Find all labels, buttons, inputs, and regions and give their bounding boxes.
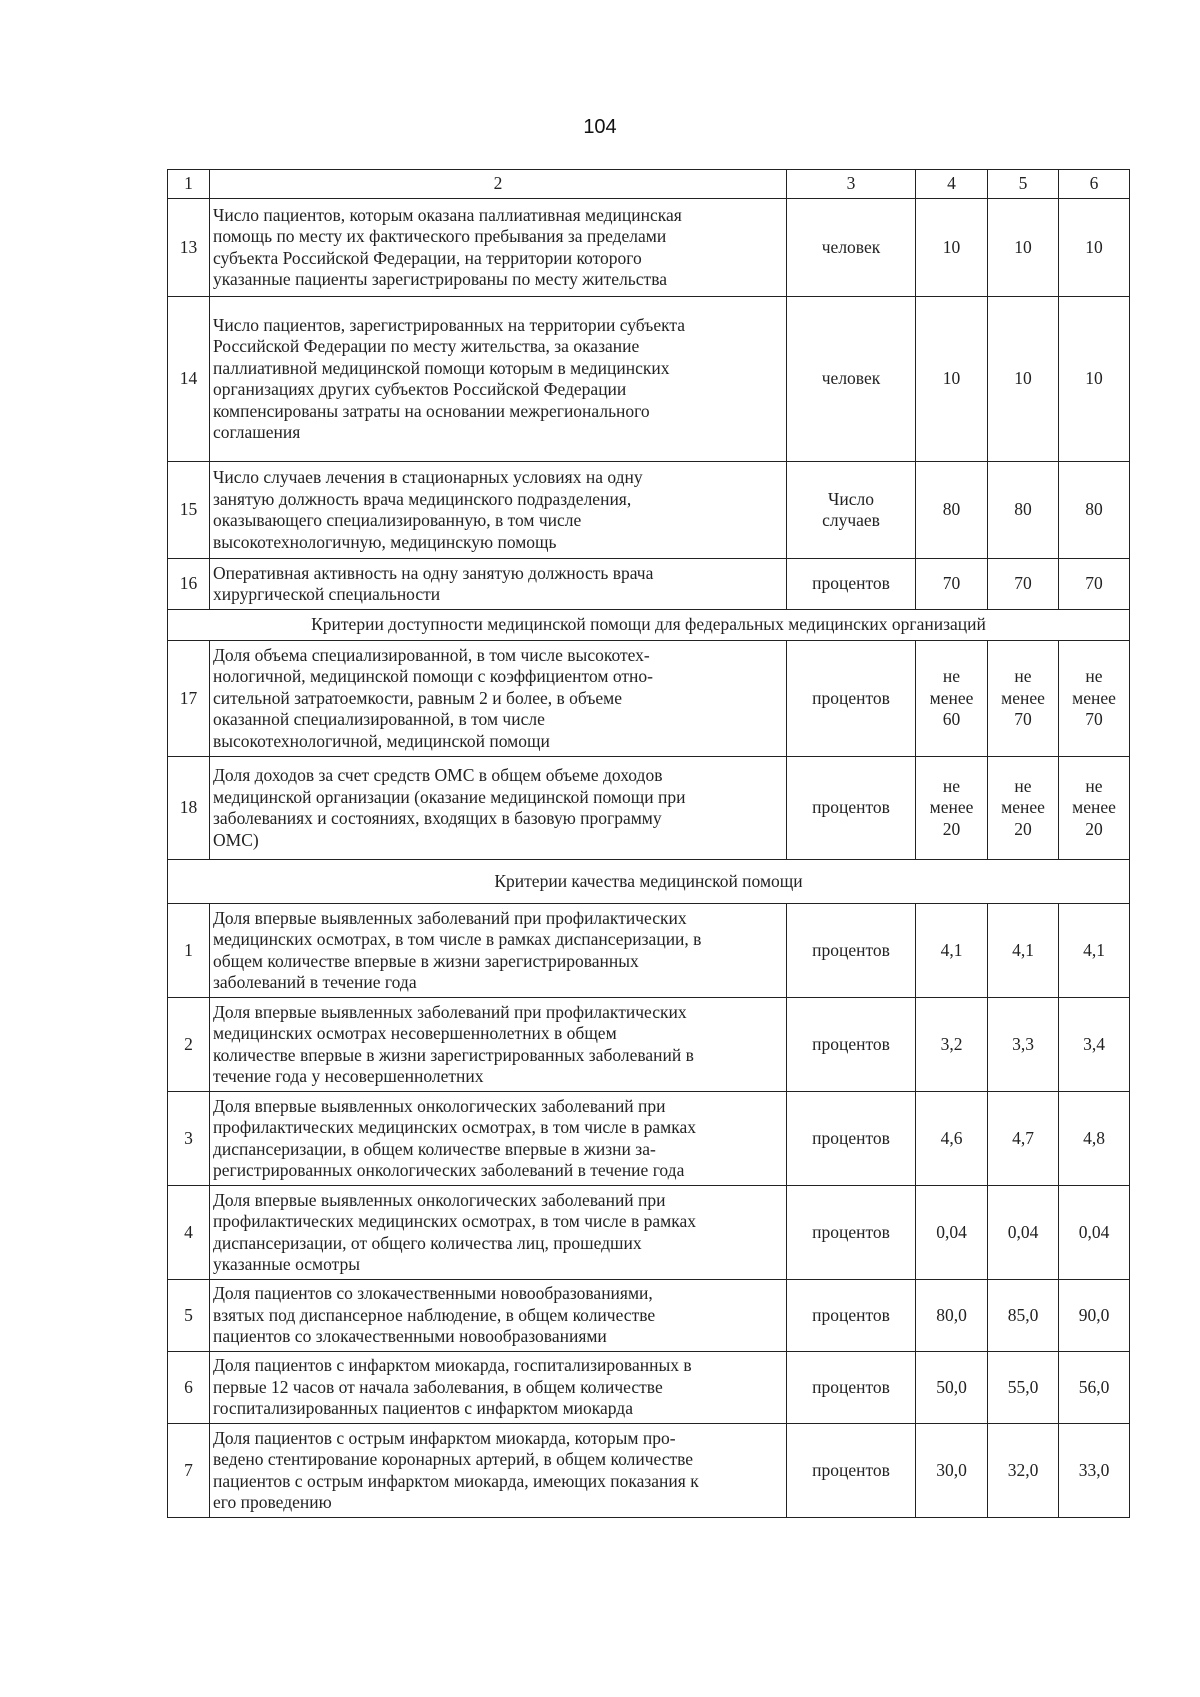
row-number: 1 [168,904,210,998]
value-col4-line: 60 [942,709,961,730]
table-row [168,904,1130,998]
indicator-description-line: указанные осмотры [213,1254,360,1274]
value-col6-line: 90,0 [1078,1304,1110,1325]
value-col6-line: менее [1072,797,1116,818]
section-title: Критерии доступности медицинской помощи для федеральных медицинских организаций [168,610,1130,641]
value-col4 [916,1280,988,1352]
value-col4-line: 30,0 [936,1459,967,1480]
table-row [168,757,1130,860]
value-col4-line: 10 [942,236,961,257]
value-col6 [1059,297,1130,462]
indicator-description-line: хирургической специальности [213,584,441,604]
value-col4 [916,641,988,757]
value-col5 [988,1186,1059,1280]
header-cell: 6 [1059,170,1130,199]
row-number: 7 [168,1424,210,1518]
header-cell: 3 [787,170,916,199]
unit-cell-line: процентов [812,797,890,818]
unit-cell-line: процентов [812,1221,890,1242]
indicator-description-line: ОМС) [213,829,259,850]
header-cell: 2 [210,170,787,199]
value-col4 [916,1186,988,1280]
indicator-description-line: заболеваниях и состояниях, входящих в базовую программу [213,808,662,828]
indicator-description-line: ведено стентирование коронарных артерий, в общем количестве [213,1449,694,1469]
value-col4-line: менее [929,687,974,708]
unit-cell [787,1092,916,1186]
value-col6 [1059,1186,1130,1280]
value-col6-line: 4,1 [1083,939,1105,960]
indicator-description-line: Оперативная активность на одну занятую должность врача [213,562,654,583]
value-col4-line: 0,04 [936,1221,967,1242]
value-col6 [1059,559,1130,610]
indicator-description-line: Российской Федерации по месту жительства, за оказание [213,336,640,356]
value-col6 [1059,1280,1130,1352]
value-col5 [988,1280,1059,1352]
value-col5-line: менее [1001,797,1045,818]
value-col6-line: не [1085,666,1103,687]
unit-cell-line: процентов [812,1033,890,1054]
table-row [168,1424,1130,1518]
value-col5-line: менее [1001,687,1045,708]
value-col6 [1059,462,1130,559]
value-col4-line: 80 [942,499,961,520]
indicator-description-line: Доля пациентов с инфарктом миокарда, госпитализированных в [213,1355,692,1376]
indicator-description-line: общем количестве впервые в жизни зарегистрированных [213,950,639,971]
indicator-description [210,559,787,610]
unit-cell [787,297,916,462]
value-col6-line: 70 [1085,573,1103,594]
table-row [168,1352,1130,1424]
indicator-description-line: Доля впервые выявленных онкологических заболеваний при [213,1095,666,1116]
value-col6 [1059,757,1130,860]
value-col5-line: 70 [1014,573,1032,594]
indicator-description [210,199,787,297]
indicator-description [210,1092,787,1186]
indicator-description-line: паллиативной медицинской помощи которым в медицинских [213,357,670,378]
indicator-description-line: указанные пациенты зарегистрированы по месту жительства [213,269,668,289]
value-col6-line: 80 [1085,499,1103,520]
header-cell: 4 [916,170,988,199]
indicator-description [210,1186,787,1280]
value-col5 [988,1424,1059,1518]
indicator-description [210,462,787,559]
value-col5 [988,199,1059,297]
value-col5-line: 3,3 [1012,1033,1034,1054]
unit-cell [787,1352,916,1424]
row-number: 2 [168,998,210,1092]
value-col6-line: 33,0 [1078,1459,1110,1480]
row-number: 3 [168,1092,210,1186]
indicator-description-line: взятых под диспансерное наблюдение, в общем количестве [213,1304,656,1325]
value-col5 [988,1352,1059,1424]
unit-cell [787,462,916,559]
unit-cell-line: Число [828,488,874,509]
value-col6-line: 10 [1085,368,1103,389]
unit-cell-line: человек [821,368,881,389]
value-col5-line: 10 [1014,368,1032,389]
indicator-description-line: медицинских осмотрах несовершеннолетних в общем [213,1023,617,1043]
indicator-description-line: Доля пациентов со злокачественными новообразованиями, [213,1283,653,1304]
value-col6-line: 10 [1085,236,1103,257]
table-row [168,199,1130,297]
value-col4 [916,559,988,610]
indicator-description-line: пациентов с острым инфарктом миокарда, имеющих показания к [213,1470,699,1491]
header-cell: 1 [168,170,210,199]
value-col5 [988,904,1059,998]
indicator-description-line: Число пациентов, которым оказана паллиативная медицинская [213,204,682,225]
unit-cell-line: процентов [812,1376,890,1397]
value-col5 [988,1092,1059,1186]
value-col6 [1059,1092,1130,1186]
unit-cell-line: процентов [812,1459,890,1480]
indicator-description [210,1280,787,1352]
value-col6 [1059,641,1130,757]
indicator-description-line: заболеваний в течение года [213,972,417,992]
unit-cell [787,904,916,998]
value-col6-line: 4,8 [1083,1127,1105,1148]
value-col6 [1059,1352,1130,1424]
unit-cell [787,1424,916,1518]
value-col4 [916,757,988,860]
row-number: 14 [168,297,210,462]
indicator-description-line: профилактических медицинских осмотрах, в том числе в рамках [213,1211,696,1231]
value-col4-line: 20 [942,818,961,839]
row-number: 18 [168,757,210,860]
value-col4-line: менее [929,797,974,818]
header-cell: 5 [988,170,1059,199]
table-header-row [168,170,1130,199]
row-number: 16 [168,559,210,610]
table-row [168,1092,1130,1186]
indicator-description-line: занятую должность врача медицинского подразделения, [213,488,632,509]
value-col4 [916,998,988,1092]
value-col4-line: 4,1 [940,939,963,960]
indicator-description-line: помощь по месту их фактического пребывания за пределами [213,226,667,246]
value-col5-line: 0,04 [1007,1221,1039,1242]
value-col6 [1059,199,1130,297]
indicator-description-line: высокотехнологичной, медицинской помощи [213,730,550,751]
value-col5 [988,297,1059,462]
row-number: 17 [168,641,210,757]
value-col4-line: 50,0 [936,1376,967,1397]
unit-cell-line: процентов [812,687,890,708]
value-col6-line: менее [1072,687,1116,708]
value-col4 [916,1352,988,1424]
indicator-description-line: течение года у несовершеннолетних [213,1066,484,1086]
unit-cell-line: процентов [812,939,890,960]
indicator-description [210,904,787,998]
value-col6-line: 56,0 [1078,1376,1110,1397]
table-row [168,1186,1130,1280]
unit-cell [787,641,916,757]
value-col4-line: 70 [942,573,961,594]
indicator-description-line: Доля объема специализированной, в том числе высокотех- [213,644,650,665]
value-col4 [916,904,988,998]
value-col4-line: 4,6 [940,1127,963,1148]
indicators-table [167,169,1130,1518]
indicator-description-line: его проведению [213,1492,332,1512]
value-col5-line: 4,7 [1012,1127,1034,1148]
unit-cell-line: процентов [812,1304,890,1325]
table-body [168,170,1130,1518]
value-col5-line: не [1014,775,1032,796]
indicator-description-line: оказанной специализированной, в том числе [213,709,545,730]
indicator-description-line: субъекта Российской Федерации, на территории которого [213,247,642,268]
unit-cell-line: процентов [812,1127,890,1148]
indicator-description-line: оказывающего специализированную, в том числе [213,510,582,530]
indicator-description-line: компенсированы затраты на основании межрегионального [213,400,650,421]
value-col6 [1059,904,1130,998]
indicator-description [210,998,787,1092]
indicator-description [210,641,787,757]
indicator-description [210,757,787,860]
table-row [168,462,1130,559]
row-number: 4 [168,1186,210,1280]
value-col5 [988,641,1059,757]
indicator-description-line: профилактических медицинских осмотрах, в том числе в рамках [213,1117,696,1137]
indicator-description [210,1424,787,1518]
value-col6-line: 3,4 [1083,1033,1105,1054]
value-col4-line: 3,2 [940,1033,963,1054]
value-col5-line: 4,1 [1012,939,1034,960]
indicator-description-line: соглашения [213,422,301,442]
value-col4-line: не [942,775,961,796]
row-number: 5 [168,1280,210,1352]
indicator-description-line: нологичной, медицинской помощи с коэффициентом отно- [213,666,653,687]
value-col6 [1059,1424,1130,1518]
indicator-description-line: Число случаев лечения в стационарных условиях на одну [213,467,643,487]
unit-cell [787,1280,916,1352]
indicator-description-line: количестве впервые в жизни зарегистрированных заболеваний в [213,1044,694,1065]
indicator-description-line: регистрированных онкологических заболеваний в течение года [213,1160,685,1180]
page-number: 104 [583,116,617,138]
indicator-description-line: Доля впервые выявленных онкологических заболеваний при [213,1189,666,1210]
value-col5 [988,559,1059,610]
value-col4 [916,1092,988,1186]
value-col5-line: не [1014,666,1032,687]
value-col5-line: 70 [1014,709,1032,730]
indicator-description-line: Доля впервые выявленных заболеваний при профилактических [213,907,687,928]
unit-cell [787,998,916,1092]
value-col4 [916,1424,988,1518]
indicator-description-line: госпитализированных пациентов с инфарктом миокарда [213,1398,633,1419]
indicator-description-line: Доля впервые выявленных заболеваний при профилактических [213,1001,687,1022]
value-col5-line: 32,0 [1007,1459,1039,1480]
row-number: 6 [168,1352,210,1424]
indicator-description-line: Доля доходов за счет средств ОМС в общем объеме доходов [213,765,663,785]
row-number: 13 [168,199,210,297]
value-col5 [988,462,1059,559]
indicator-description [210,297,787,462]
table-row [168,559,1130,610]
value-col5-line: 80 [1014,499,1032,520]
indicator-description-line: Число пациентов, зарегистрированных на территории субъекта [213,314,685,335]
indicator-description-line: пациентов со злокачественными новообразованиями [213,1326,607,1347]
value-col4-line: не [942,666,961,687]
indicator-description-line: медицинской организации (оказание медицинской помощи при [213,786,686,807]
value-col4 [916,297,988,462]
value-col5 [988,998,1059,1092]
indicator-description [210,1352,787,1424]
table-row [168,1280,1130,1352]
table-row [168,641,1130,757]
value-col4-line: 10 [942,368,961,389]
indicator-description-line: первые 12 часов от начала заболевания, в общем количестве [213,1376,663,1397]
value-col4-line: 80,0 [936,1304,967,1325]
unit-cell [787,1186,916,1280]
unit-cell-line: человек [821,236,881,257]
value-col6-line: 20 [1085,818,1103,839]
indicator-description-line: диспансеризации, от общего количества лиц, прошедших [213,1232,642,1253]
row-number: 15 [168,462,210,559]
value-col6-line: 70 [1085,709,1103,730]
unit-cell [787,559,916,610]
indicator-description-line: сительной затратоемкости, равным 2 и более, в объеме [213,687,622,708]
value-col6-line: 0,04 [1078,1221,1110,1242]
table-row [168,297,1130,462]
indicator-description-line: Доля пациентов с острым инфарктом миокарда, которым про- [213,1427,676,1448]
indicator-description-line: организациях других субъектов Российской Федерации [213,379,627,399]
indicator-description-line: диспансеризации, в общем количестве впервые в жизни за- [213,1138,656,1159]
indicator-description-line: медицинских осмотрах, в том числе в рамках диспансеризации, в [213,929,702,949]
value-col5 [988,757,1059,860]
unit-cell-line: случаев [822,510,880,530]
unit-cell-line: процентов [812,573,890,594]
value-col6 [1059,998,1130,1092]
value-col6-line: не [1085,775,1103,796]
value-col4 [916,462,988,559]
value-col4 [916,199,988,297]
unit-cell [787,199,916,297]
value-col5-line: 55,0 [1007,1376,1039,1397]
unit-cell [787,757,916,860]
indicator-description-line: высокотехнологичную, медицинскую помощь [213,531,557,552]
value-col5-line: 85,0 [1007,1304,1039,1325]
value-col5-line: 10 [1014,236,1032,257]
section-row [168,860,1130,904]
section-row [168,610,1130,641]
value-col5-line: 20 [1014,818,1032,839]
table-row [168,998,1130,1092]
section-title: Критерии качества медицинской помощи [168,860,1130,904]
